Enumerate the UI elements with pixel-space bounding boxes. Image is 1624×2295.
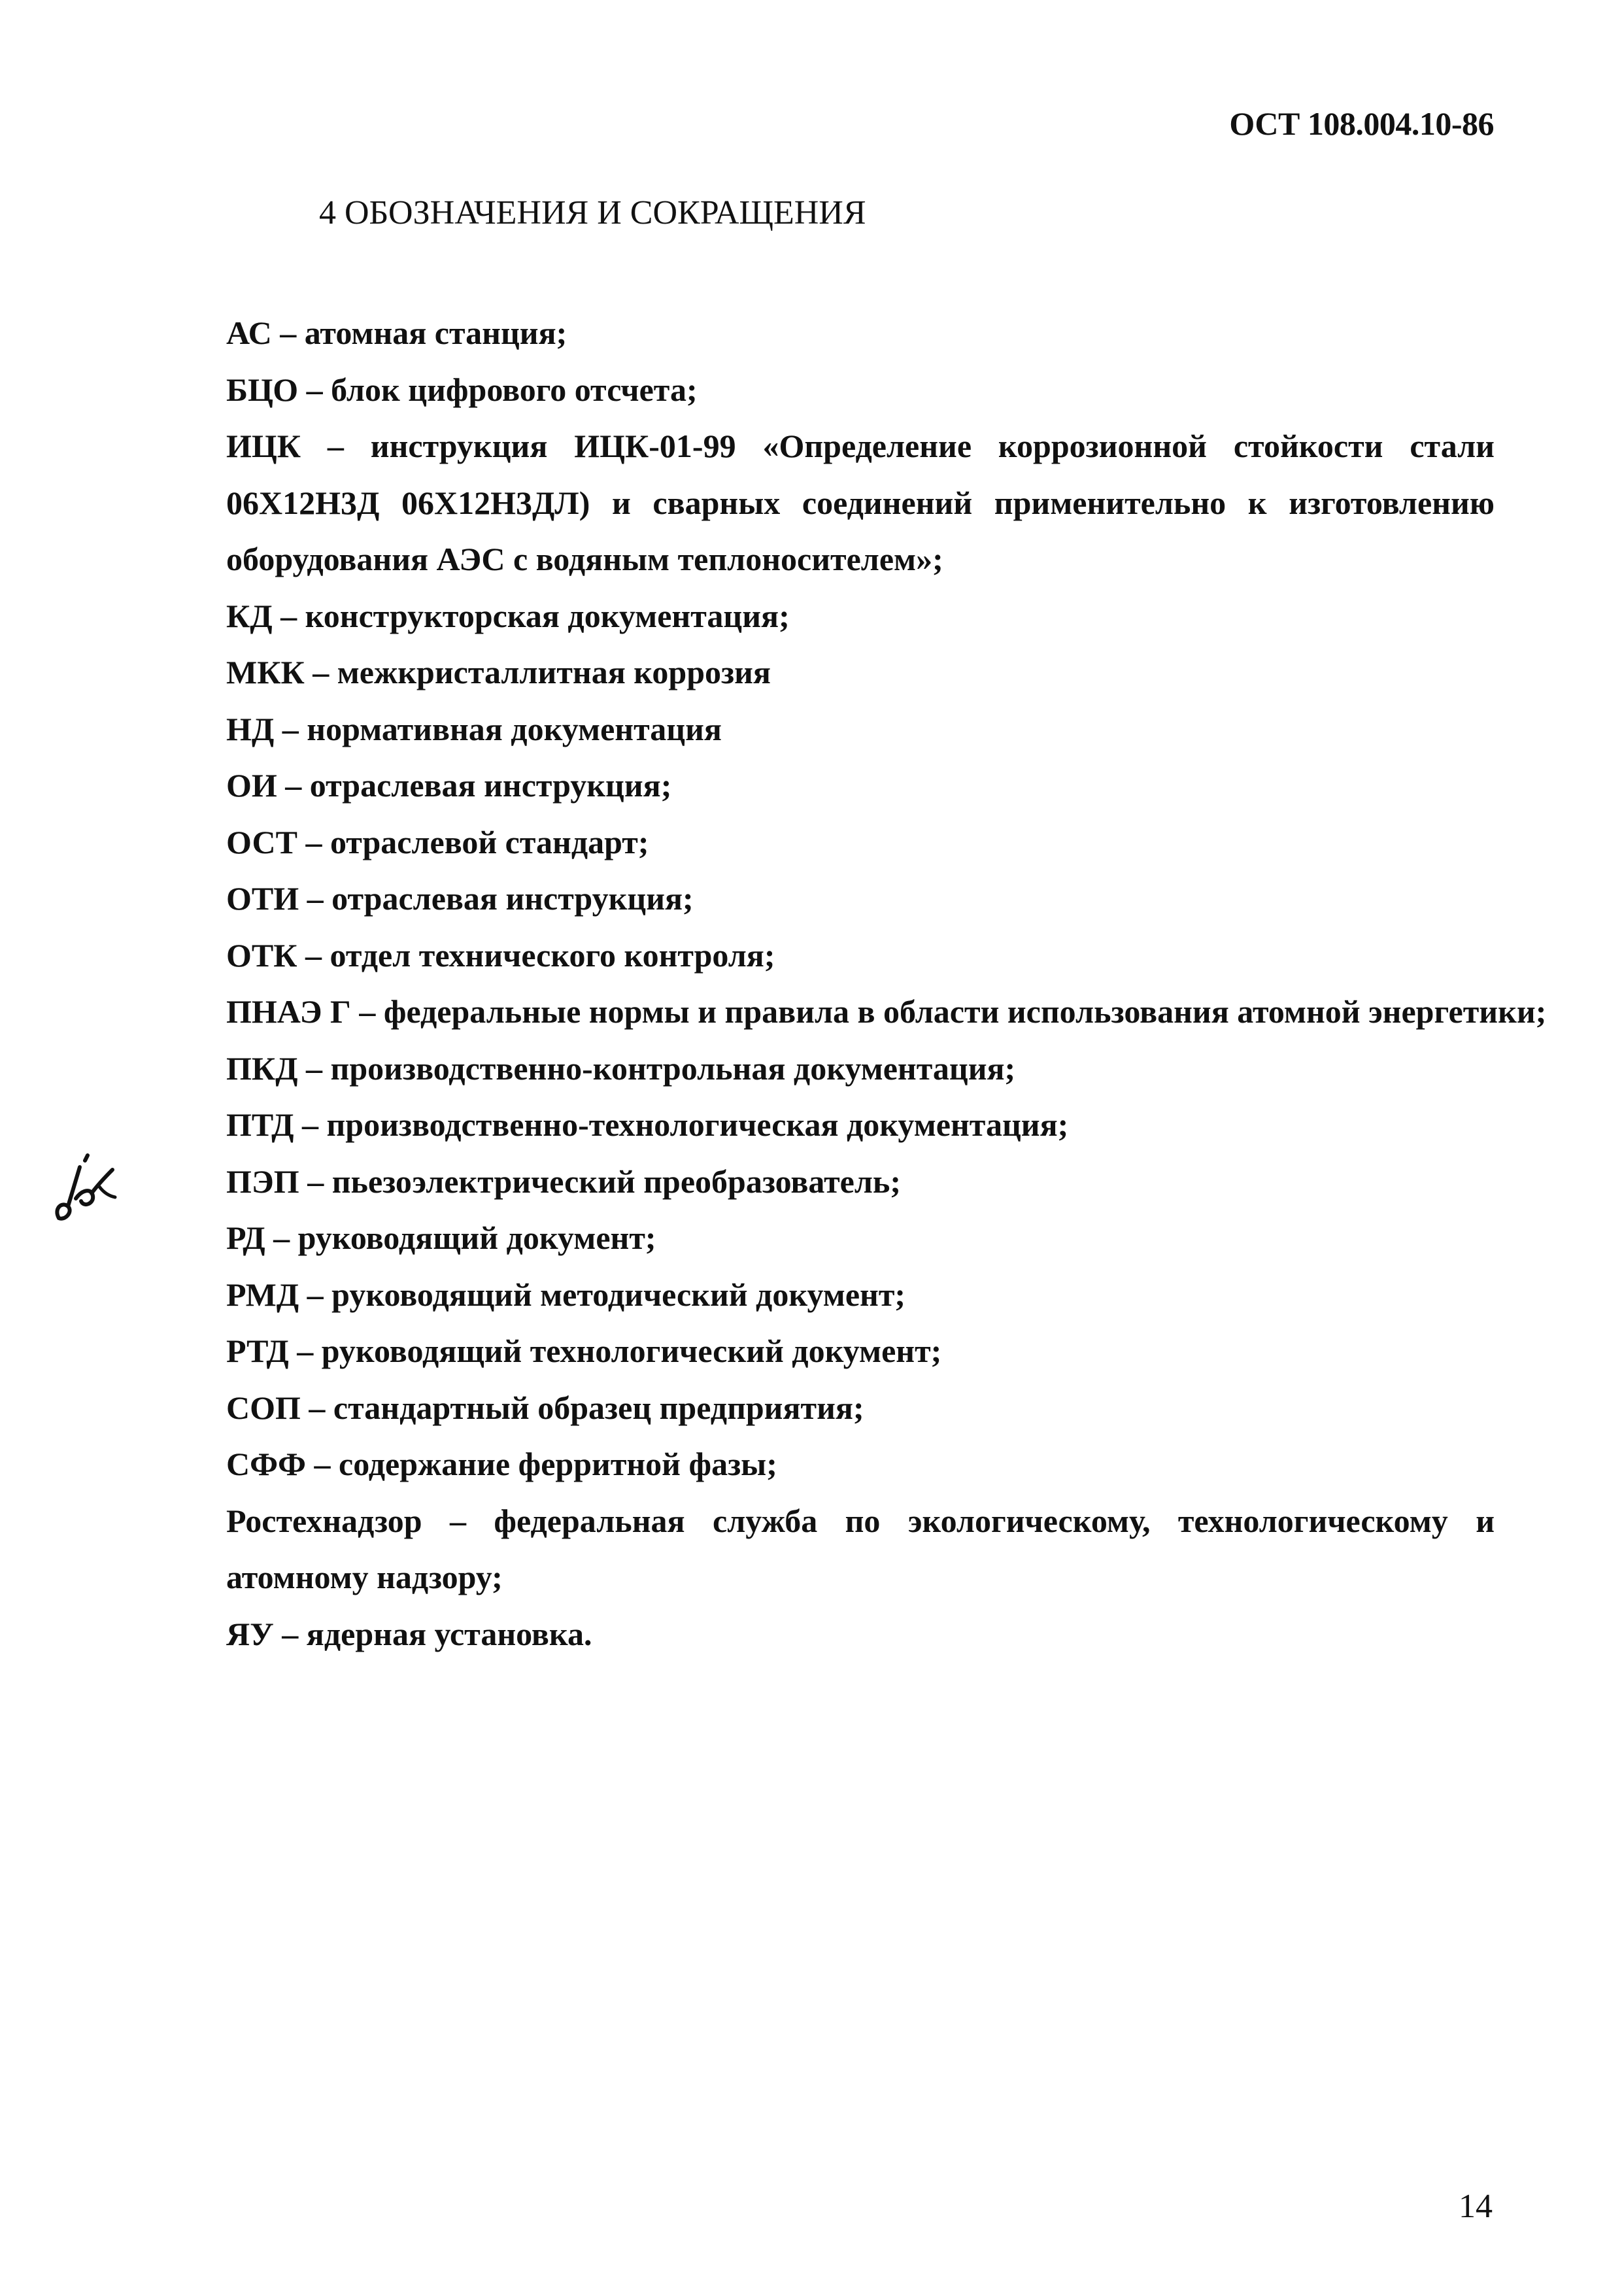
list-item: ОТК – отдел технического контроля; — [226, 936, 775, 974]
list-item: ПТД – производственно-технологическая документация; — [226, 1106, 1069, 1143]
list-item: СОП – стандартный образец предприятия; — [226, 1389, 864, 1426]
section-title: 4 ОБОЗНАЧЕНИЯ И СОКРАЩЕНИЯ — [319, 194, 866, 231]
list-item: ПНАЭ Г – федеральные нормы и правила в области использования атомной энергетики; — [226, 993, 1547, 1030]
handwritten-signature — [39, 1141, 124, 1232]
list-item: АС – атомная станция; — [226, 314, 567, 351]
list-item: ОТИ – отраслевая инструкция; — [226, 880, 694, 917]
document-code: ОСТ 108.004.10-86 — [1229, 105, 1494, 142]
list-item: ИЦК – инструкция ИЦК-01-99 «Определение коррозионной стойкости стали 06Х12Н3Д 06Х12Н3ДЛ) и сварных соединений применительно к изготовлению оборудования АЭС с водяным теплоносителем»; — [226, 428, 1495, 577]
list-item: МКК – межкристаллитная коррозия — [226, 654, 771, 690]
list-item: ОИ – отраслевая инструкция; — [226, 767, 672, 804]
list-item: СФФ – содержание ферритной фазы; — [226, 1446, 777, 1482]
abbreviation-list — [226, 305, 1547, 1662]
list-item: ПКД – производственно-контрольная документация; — [226, 1049, 1016, 1087]
list-item: РМД – руководящий методический документ; — [226, 1276, 906, 1313]
list-item: КД – конструкторская документация; — [226, 597, 790, 634]
list-item: БЦО – блок цифрового отсчета; — [226, 371, 698, 408]
list-item: ЯУ – ядерная установка. — [226, 1615, 592, 1652]
list-item: ОСТ – отраслевой стандарт; — [226, 823, 649, 860]
list-item: Ростехнадзор – федеральная служба по экологическому, технологическому и атомному надзору; — [226, 1502, 1495, 1595]
list-item: НД – нормативная документация — [226, 710, 722, 747]
list-item: ПЭП – пьезоэлектрический преобразователь; — [226, 1163, 901, 1200]
list-item: РТД – руководящий технологический документ; — [226, 1333, 942, 1369]
list-item: РД – руководящий документ; — [226, 1219, 656, 1256]
page-number: 14 — [1459, 2188, 1493, 2225]
